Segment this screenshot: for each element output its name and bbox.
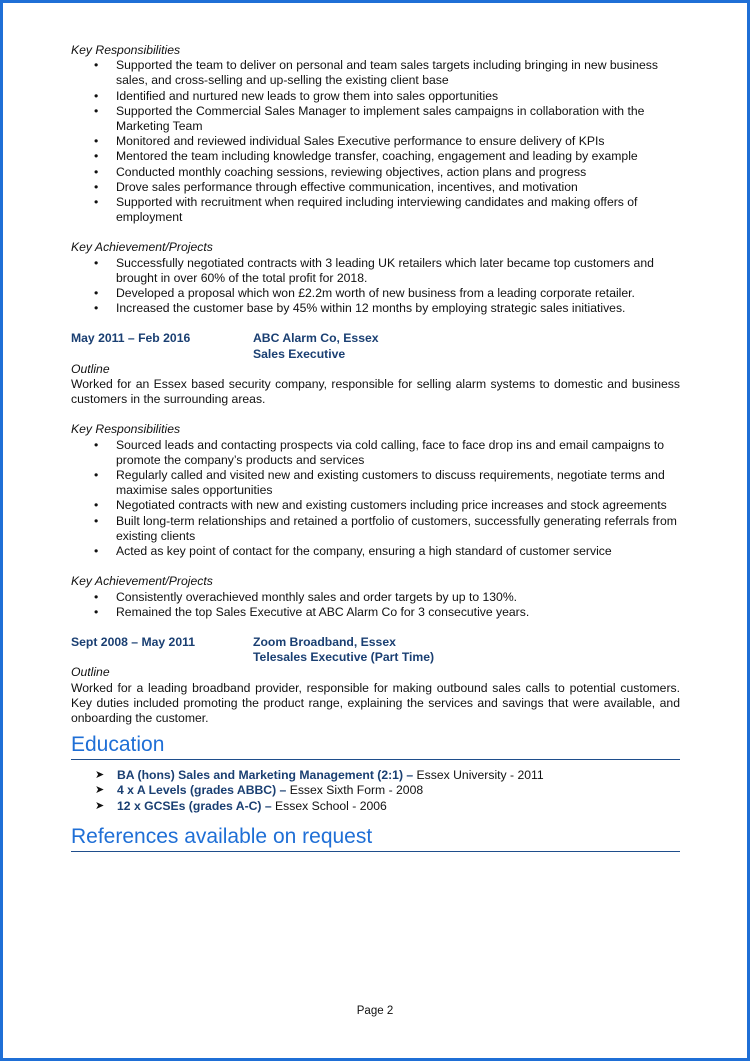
job-outline: Worked for an Essex based security company, responsible for selling alarm systems to domestic and business customers in the surrounding areas.: [71, 377, 680, 407]
job-dates: Sept 2008 – May 2011: [71, 634, 195, 649]
responsibilities-label: Key Responsibilities: [71, 422, 181, 437]
list-item: [71, 768, 680, 783]
references-heading: References available on request: [71, 824, 680, 852]
list-item: • Regularly called and visited new and existing customers to discuss requirements, negotiate terms and maximise sales opportunities: [71, 468, 680, 498]
list-item: • Monitored and reviewed individual Sales Executive performance to ensure delivery of KPIs: [71, 134, 680, 149]
institution: Essex University - 2011: [413, 768, 544, 783]
education-heading: Education: [71, 732, 680, 760]
institution: Essex Sixth Form - 2008: [286, 783, 424, 798]
list-item: • Developed a proposal which won £2.2m worth of new business from a leading corporate retailer.: [71, 286, 680, 301]
list-item: • Negotiated contracts with new and existing customers including price increases and stock agreements: [71, 498, 680, 513]
list-item: • Sourced leads and contacting prospects via cold calling, face to face drop ins and email campaigns to promote the company’s products and services: [71, 438, 680, 468]
job-header: [71, 331, 680, 361]
arrow-bullet-icon: ➤: [95, 784, 105, 797]
list-item: [71, 783, 680, 798]
job-title: Sales Executive: [253, 346, 346, 361]
list-item: • Mentored the team including knowledge transfer, coaching, engagement and leading by example: [71, 149, 680, 164]
job-outline: Worked for a leading broadband provider, responsible for making outbound sales calls to potential customers. Key duties included promoting the product range, explaining the services and savings that were available, and onboarding the customer.: [71, 680, 680, 725]
list-item: • Increased the customer base by 45% within 12 months by employing strategic sales initiatives.: [71, 301, 680, 316]
company-name: Zoom Broadband, Essex: [253, 634, 396, 649]
cv-page-content: [71, 43, 680, 852]
list-item: • Supported the team to deliver on personal and team sales targets including bringing in new business sales, and cross-selling and up-selling the existing client base: [71, 58, 680, 88]
list-item: • Supported the Commercial Sales Manager to implement sales campaigns in collaboration with the Marketing Team: [71, 104, 680, 134]
education-list: [71, 768, 680, 814]
qualification: 12 x GCSEs (grades A-C) –: [117, 798, 272, 813]
list-item: • Drove sales performance through effective communication, incentives, and motivation: [71, 180, 680, 195]
achievements-label: Key Achievement/Projects: [71, 240, 213, 255]
arrow-bullet-icon: ➤: [95, 769, 105, 782]
responsibilities-list: [71, 58, 680, 225]
list-item: • Remained the top Sales Executive at ABC Alarm Co for 3 consecutive years.: [71, 605, 680, 620]
list-item: • Conducted monthly coaching sessions, reviewing objectives, action plans and progress: [71, 165, 680, 180]
company-name: ABC Alarm Co, Essex: [253, 331, 379, 346]
qualification: BA (hons) Sales and Marketing Management (2:1) –: [117, 768, 414, 783]
outline-label: Outline: [71, 361, 110, 376]
job-meta: [253, 331, 379, 361]
list-item: • Consistently overachieved monthly sales and order targets by up to 130%.: [71, 590, 680, 605]
responsibilities-list: [71, 438, 680, 560]
list-item: • Built long-term relationships and retained a portfolio of customers, successfully generating referrals from existing clients: [71, 514, 680, 544]
achievements-list: [71, 590, 680, 620]
list-item: • Supported with recruitment when required including interviewing candidates and making offers of employment: [71, 195, 680, 225]
achievements-label: Key Achievement/Projects: [71, 574, 213, 589]
job-meta: [253, 635, 434, 665]
list-item: • Successfully negotiated contracts with 3 leading UK retailers which later became top customers and brought in over 60% of the total profit for 2018.: [71, 256, 680, 286]
list-item: • Identified and nurtured new leads to grow them into sales opportunities: [71, 89, 680, 104]
arrow-bullet-icon: ➤: [95, 799, 105, 812]
list-item: • Acted as key point of contact for the company, ensuring a high standard of customer service: [71, 544, 680, 559]
achievements-list: [71, 256, 680, 317]
job-header: [71, 635, 680, 665]
page-number: Page 2: [356, 1005, 394, 1017]
institution: Essex School - 2006: [271, 798, 387, 813]
job-dates: May 2011 – Feb 2016: [71, 331, 191, 346]
list-item: [71, 799, 680, 814]
job-title: Telesales Executive (Part Time): [253, 650, 435, 665]
qualification: 4 x A Levels (grades ABBC) –: [117, 783, 287, 798]
outline-label: Outline: [71, 665, 110, 680]
responsibilities-label: Key Responsibilities: [71, 43, 181, 57]
